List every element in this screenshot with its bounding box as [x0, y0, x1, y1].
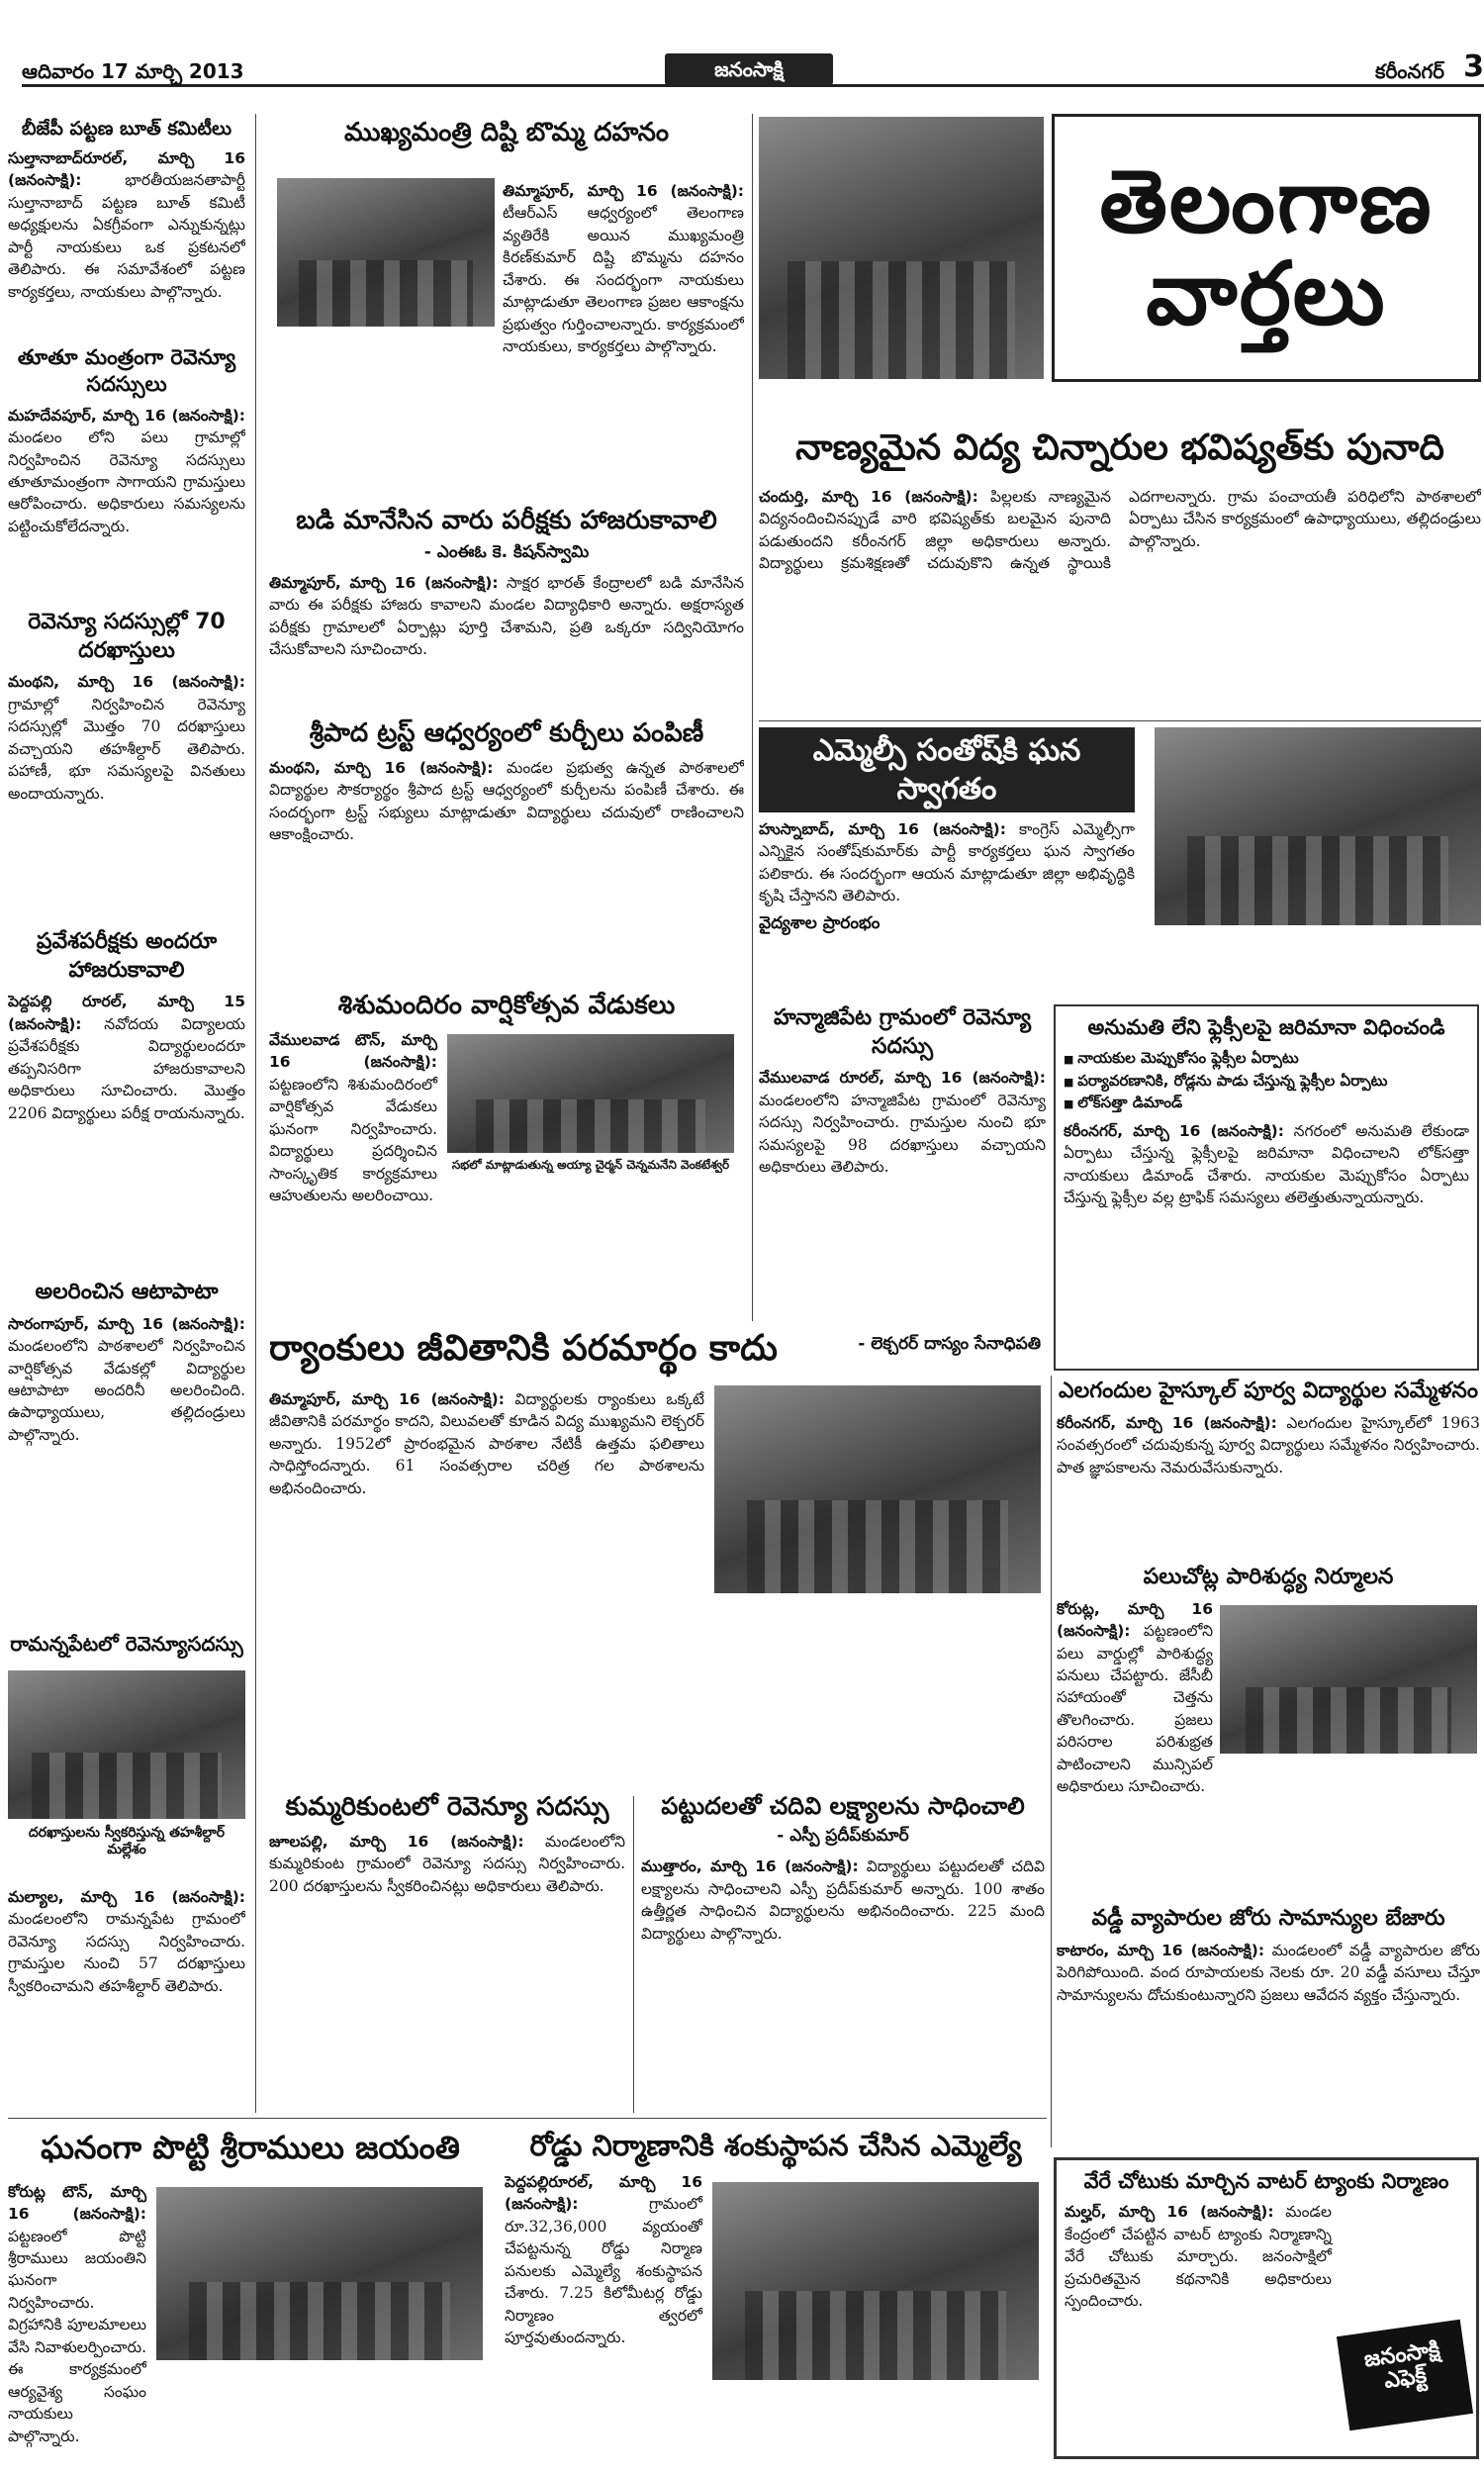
story-text: ఎలగందుల హైస్కూల్‌లో 1963 సంవత్సరంలో చదువుకున్న పూర్వ విద్యార్థులు సమ్మేళనం నిర్వహించారు. పాత జ్ఞాపకాలను నెమరువేసుకున్నారు. [1057, 1413, 1480, 1476]
story-headline: ఘనంగా పొట్టి శ్రీరాములు జయంతి [41, 2129, 460, 2166]
column-divider [255, 114, 256, 2113]
story-text: విద్యార్థులకు ర్యాంకులు ఒక్కటే జీవితానికి పరమార్థం కాదని, విలువలతో కూడిన విద్య ముఖ్యమని లెక్చరర్ అన్నారు. 1952లో ప్రారంభమైన పాఠశాల నేటికీ ఉత్తమ ఫలితాలు సాధిస్తోందన్నారు. 61 సంవత్సరాల చరిత్ర గల పాఠశాలను అభినందించారు. [269, 1389, 704, 1497]
story-road-foundation [505, 2128, 1047, 2464]
effect-badge: జనంసాక్షి ఎఫెక్ట్ [1337, 2320, 1473, 2431]
story-headline: అలరించిన ఆటాపాటా [35, 1280, 219, 1304]
story-headline: కుమ్మరికుంటలో రెవెన్యూ సదస్సు [285, 1792, 609, 1822]
mlc-welcome-photo [1155, 727, 1481, 925]
story-byline: - ఎస్పీ ప్రదీప్‌కుమార్ [777, 1826, 909, 1847]
paper-logo: జనంసాక్షి [665, 53, 833, 85]
story-entrance-exam [8, 928, 245, 1270]
story-dateline: జూలపల్లి, మార్చి 16 (జనంసాక్షి): [269, 1832, 524, 1851]
speaker-photo [714, 1385, 1041, 1593]
story-perseverance [641, 1791, 1045, 2118]
story-headline: ముఖ్యమంత్రి దిష్టి బొమ్మ దహనం [343, 118, 670, 147]
story-text: గ్రామంలో రూ.32,36,000 వ్యయంతో చేపట్టనున్న రోడ్డు నిర్మాణ పనులకు ఎమ్మెల్యే శంకుస్థాపన చేశారు. 7.25 కిలోమీటర్ల రోడ్డు నిర్మాణం త్వరలో పూర్తవుతుందన్నారు. [505, 2195, 702, 2346]
story-headline: పట్టుదలతో చదివి లక్ష్యాలను సాధించాలి [661, 1792, 1025, 1820]
story-headline: బీజేపీ పట్టణ బూత్ కమిటీలు [21, 118, 232, 140]
story-text: మండల కేంద్రంలో చేపట్టిన వాటర్ ట్యాంకు నిర్మాణాన్ని వేరే చోటుకు మార్చారు. జనంసాక్షిలో ప్రచురితమైన కథనానికి అధికారులు స్పందించారు. [1065, 2203, 1332, 2311]
story-text: మండలంలోని కుమ్మరికుంట గ్రామంలో రెవెన్యూ సదస్సు నిర్వహించారు. 200 దరఖాస్తులను స్వీకరించినట్లు అధికారులు తెలిపారు. [269, 1832, 625, 1895]
story-dateline: తిమ్మాపూర్‌, మార్చి 16 (జనంసాక్షి): [503, 181, 744, 200]
story-headline: రెవెన్యూ సదస్సుల్లో 70 దరఖాస్తులు [28, 610, 226, 663]
story-text: మండలం లోని పలు గ్రామాల్లో నిర్వహించిన రెవెన్యూ సదస్సులు తూతూమంత్రంగా సాగాయని గ్రామస్తులు ఆరోపించారు. అధికారులు సమస్యలను పట్టించుకోలేదన్నారు. [8, 428, 245, 535]
story-headline: బడి మానేసిన వారు పరీక్షకు హాజరుకావాలి [296, 506, 717, 535]
banner-line-2: వార్తలు [1146, 241, 1387, 344]
story-dateline: తిమ్మాపూర్‌, మార్చి 16 (జనంసాక్షి): [269, 1389, 505, 1408]
story-dropouts [269, 505, 744, 703]
story-headline: శ్రీపాద ట్రస్ట్ ఆధ్వర్యంలో కుర్చీలు పంపిణీ [309, 718, 704, 748]
story-dateline: వేములవాడ టౌన్‌, మార్చి 16 (జనంసాక్షి): [269, 1030, 437, 1072]
story-dateline: కరీంనగర్‌, మార్చి 16 (జనంసాక్షి): [1064, 1121, 1284, 1140]
story-bjp-booth [8, 117, 245, 330]
edition-name: కరీంనగర్ [1375, 59, 1444, 83]
story-headline: వడ్డీ వ్యాపారుల జోరు సామాన్యుల బేజారు [1091, 1906, 1445, 1931]
story-text: గ్రామాల్లో నిర్వహించిన రెవెన్యూ సదస్సుల్లో మొత్తం 70 దరఖాస్తులు వచ్చాయని తహశీల్దార్ తెలిపారు. పహాణీ, భూ సమస్యలపై వినతులు అందాయన్నారు. [8, 695, 245, 803]
story-cultural [8, 1279, 245, 1615]
story-byline: - లెక్చరర్ దాస్యం సేనాధిపతి [858, 1334, 1041, 1354]
story-text: మండలంలోని రామన్నపేట గ్రామంలో రెవెన్యూ సదస్సు నిర్వహించారు. గ్రామస్తుల నుంచి 57 దరఖాస్తులు స్వీకరించామని తహశీల్దార్ తెలిపారు. [8, 1910, 245, 1995]
story-headline: ర్యాంకులు జీవితానికి పరమార్థం కాదు [269, 1328, 778, 1369]
story-dateline: మల్యాల, మార్చి 16 (జనంసాక్షి): [8, 1888, 245, 1906]
story-ranks [269, 1326, 1046, 1781]
story-hanmajipet [759, 1004, 1046, 1331]
story-text: నగరంలో అనుమతి లేకుండా ఏర్పాటు చేస్తున్న ఫ్లెక్సీలపై జరిమానా విధించాలని లోక్‌సత్తా నాయకులు డిమాండ్ చేశారు. నాయకుల మెప్పుకోసం ఏర్పాటు చేస్తున్న ఫ్లెక్సీల వల్ల ట్రాఫిక్ సమస్యలు తలెత్తుతున్నాయన్నారు. [1064, 1121, 1469, 1207]
story-text: పట్టణంలోని శిశుమందిరంలో వార్షికోత్సవ వేడుకలు ఘనంగా నిర్వహించారు. విద్యార్థులు ప్రదర్శించిన సాంస్కృతిక కార్యక్రమాలు ఆహుతులను అలరించాయి. [269, 1075, 437, 1205]
story-headline: శిశుమందిరం వార్షికోత్సవ వేడుకలు [337, 991, 676, 1020]
story-sripada-trust [269, 717, 744, 985]
story-mlc-welcome [759, 727, 1481, 999]
story-dateline: సారంగాపూర్‌, మార్చి 16 (జనంసాక్షి): [8, 1314, 245, 1333]
story-dateline: వేములవాడ రూరల్‌, మార్చి 16 (జనంసాక్షి): [759, 1069, 1046, 1088]
story-text: పట్టణంలో పొట్టి శ్రీరాములు జయంతిని ఘనంగా నిర్వహించారు. విగ్రహానికి పూలమాలలు వేసి నివాళులర్పించారు. ఈ కార్యక్రమంలో ఆర్యవైశ్య సంఘం నాయకులు పాల్గొన్నారు. [8, 2227, 146, 2445]
column-divider [633, 1796, 634, 2113]
story-dateline: కాటారం, మార్చి 16 (జనంసాక్షి): [1057, 1941, 1265, 1959]
story-dateline: ముత్తారం, మార్చి 16 (జనంసాక్షి): [641, 1857, 859, 1876]
highlight-item: ■ లోక్‌సత్తా డిమాండ్ [1064, 1092, 1469, 1114]
section-rule [759, 720, 1481, 721]
story-text: నవోదయ విద్యాలయ ప్రవేశపరీక్షకు విద్యార్థులందరూ తప్పనిసరిగా హాజరుకావాలని అధికారులు సూచించారు. మొత్తం 2206 విద్యార్థులు పరీక్ష రాయనున్నారు. [8, 1014, 245, 1122]
story-dateline: పెద్దపల్లిరూరల్‌, మార్చి 16 (జనంసాక్షి): [505, 2172, 702, 2214]
story-revenue-formality [8, 344, 245, 592]
column-divider [1051, 1376, 1052, 2147]
story-headline: పలుచోట్ల పారిశుద్ధ్య నిర్మూలన [1143, 1565, 1394, 1589]
story-byline: - ఎంఈఓ కె. కిషన్‌స్వామి [423, 541, 590, 562]
story-subhead: వైద్యశాల ప్రారంభం [759, 912, 881, 933]
story-dateline: కోరుట్ల టౌన్‌, మార్చి 16 (జనంసాక్షి): [8, 2182, 146, 2224]
story-text: మండలంలోని పాఠశాలలో నిర్వహించిన వార్షికోత్సవ వేడుకల్లో విద్యార్థుల ఆటాపాటా అందరినీ అలరించింది. ఉపాధ్యాయులు, తల్లిదండ్రులు పాల్గొన్నారు. [8, 1337, 245, 1444]
story-text: భారతీయజనతాపార్టీ సుల్తానాబాద్ పట్టణ బూత్ కమిటీ అధ్యక్షులను ఏకగ్రీవంగా ఎన్నుకున్నట్లు పార్టీ నాయకులు ఒక ప్రకటనలో తెలిపారు. ఈ సమావేశంలో పట్టణ కార్యకర్తలు, నాయకులు పాల్గొన్నారు. [8, 171, 245, 301]
story-dateline: కోరుట్ల, మార్చి 16 (జనంసాక్షి): [1057, 1599, 1213, 1641]
photo-caption: దరఖాస్తులను స్వీకరిస్తున్న తహశీల్దార్ మల్లేశం [28, 1825, 226, 1857]
story-headline: అనుమతి లేని ఫ్లెక్సీలపై జరిమానా విధించండి [1087, 1015, 1445, 1039]
story-effigy [269, 117, 744, 493]
banner-line-1: తెలంగాణ [1099, 150, 1434, 253]
statue-photo [156, 2187, 483, 2360]
story-alumni [1057, 1378, 1480, 1556]
section-rule [8, 2118, 1047, 2119]
issue-date: ఆదివారం 17 మార్చి 2013 [22, 59, 244, 83]
masthead [22, 49, 1484, 87]
story-text: పిల్లలకు నాణ్యమైన విద్యనందించినప్పుడే వారి భవిష్యత్‌కు బలమైన పునాది పడుతుందని కరీంనగర్ జిల్లా అధికారులు అన్నారు. విద్యార్థులు క్రమశిక్షణతో చదువుకొని ఉన్నత స్థాయికి ఎదగాలన్నారు. గ్రామ పంచాయతీ పరిధిలోని పాఠశాలలో ఏర్పాటు చేసిన కార్యక్రమంలో ఉపాధ్యాయులు, తల్లిదండ్రులు పాల్గొన్నారు. [759, 487, 1481, 573]
highlight-item: ■ పర్యావరణానికి, రోడ్లను పాడు చేస్తున్న ఫ్లెక్సీల ఏర్పాటు [1064, 1070, 1469, 1093]
story-interest [1057, 1905, 1480, 2147]
story-dateline: మహదేవపూర్‌, మార్చి 16 (జనంసాక్షి): [8, 406, 245, 425]
story-quality-education [759, 426, 1481, 722]
story-text: టీఆర్‌ఎస్ ఆధ్వర్యంలో తెలంగాణ వ్యతిరేకి అయిన ముఖ్యమంత్రి కిరణ్‌కుమార్ దిష్టి బొమ్మను దహనం చేశారు. ఈ సందర్భంగా నాయకులు మాట్లాడుతూ తెలంగాణ ప్రజల ఆకాంక్షను ప్రభుత్వం గుర్తించాలన్నారు. కార్యక్రమంలో నాయకులు, కార్యకర్తలు పాల్గొన్నారు. [503, 204, 744, 356]
story-sanitation [1057, 1564, 1480, 1900]
story-headline: తూతూ మంత్రంగా రెవెన్యూ సదస్సులు [17, 345, 236, 397]
story-text: విద్యార్థులు పట్టుదలతో చదివి లక్ష్యాలను సాధించాలని ఎస్పీ ప్రదీప్‌కుమార్ అన్నారు. 100 శాతం ఉత్తీర్ణత సాధించిన విద్యార్థులను అభినందించారు. 225 మంది విద్యార్థులు పాల్గొన్నారు. [641, 1857, 1045, 1943]
story-flex-fines [1054, 1004, 1479, 1371]
highlight-item: ■ నాయకుల మెప్పుకోసం ఫ్లెక్సీల ఏర్పాటు [1064, 1047, 1469, 1070]
story-text: కాంగ్రెస్ ఎమ్మెల్సీగా ఎన్నికైన సంతోష్‌కుమార్‌కు పార్టీ కార్యకర్తలు ఘన స్వాగతం పలికారు. ఈ సందర్భంగా ఆయన మాట్లాడుతూ జిల్లా అభివృద్ధికి కృషి చేస్తానని తెలిపారు. [759, 820, 1135, 905]
story-dateline: తిమ్మాపూర్‌, మార్చి 16 (జనంసాక్షి): [269, 573, 499, 592]
story-dateline: కరీంనగర్‌, మార్చి 16 (జనంసాక్షి): [1057, 1413, 1277, 1432]
photo-caption: సభలో మాట్లాడుతున్న అయ్యా చైర్మన్ చెన్నమనేని వెంకటేశ్వర్ [451, 1158, 730, 1172]
jcb-photo [1220, 1605, 1477, 1754]
story-dateline: పెద్దపల్లి రూరల్‌, మార్చి 15 (జనంసాక్షి): [8, 993, 245, 1033]
stage-photo [447, 1034, 734, 1153]
story-text: మండల ప్రభుత్వ ఉన్నత పాఠశాలలో విద్యార్థుల సౌకర్యార్థం శ్రీపాద ట్రస్ట్ ఆధ్వర్యంలో కుర్చీలను పంపిణీ చేశారు. ఈ సందర్భంగా ట్రస్ట్ సభ్యులు మాట్లాడుతూ విద్యార్థులు చదువులో రాణించాలని ఆకాంక్షించారు. [269, 758, 744, 844]
story-text: మండలంలో వడ్డీ వ్యాపారుల జోరు పెరిగిపోయింది. వంద రూపాయలకు నెలకు రూ. 20 వడ్డీ వసూలు చేస్తూ సామాన్యులను దోచుకుంటున్నారని ప్రజలు ఆవేదన వ్యక్తం చేస్తున్నారు. [1057, 1941, 1480, 2004]
story-headline: ఎమ్మెల్సీ సంతోష్‌కి ఘన స్వాగతం [759, 727, 1135, 812]
protest-photo [277, 178, 495, 327]
story-headline: ఎలగందుల హైస్కూల్ పూర్వ విద్యార్థుల సమ్మేళనం [1059, 1379, 1478, 1403]
story-headline: హన్మాజిపేట గ్రామంలో రెవెన్యూ సదస్సు [773, 1005, 1032, 1059]
fort-ruins-photo [759, 117, 1044, 379]
foundation-stone-photo [712, 2182, 1039, 2380]
story-dateline: సుల్తానాబాద్‌రూరల్‌, మార్చి 16 (జనంసాక్షి): [8, 148, 245, 190]
story-dateline: హుస్నాబాద్‌, మార్చి 16 (జనంసాక్షి): [759, 820, 1006, 838]
story-dateline: చందుర్తి, మార్చి 16 (జనంసాక్షి): [759, 487, 978, 506]
column-divider [752, 114, 753, 1321]
section-banner [1052, 114, 1481, 382]
highlight-list [1064, 1047, 1469, 1114]
story-headline: ప్రవేశపరీక్షకు అందరూ హాజరుకావాలి [36, 929, 218, 983]
story-headline: నాణ్యమైన విద్య చిన్నారుల భవిష్యత్‌కు పునాది [795, 428, 1444, 468]
story-ramannapet [8, 1631, 245, 2106]
story-dateline: మంథని, మార్చి 16 (జనంసాక్షి): [8, 673, 245, 692]
story-text: పట్టణంలోని పలు వార్డుల్లో పారిశుద్ధ్య పనులు చేపట్టారు. జేసీబీ సహాయంతో చెత్తను తొలగించారు. ప్రజలు పరిసరాల పరిశుభ్రత పాటించాలని మున్సిపల్ అధికారులు సూచించారు. [1057, 1622, 1213, 1796]
story-revenue-70 [8, 609, 245, 915]
story-kummarikunta [269, 1791, 625, 2118]
story-jayanthi [8, 2128, 493, 2464]
story-headline: వేరే చోటుకు మార్చిన వాటర్ ట్యాంకు నిర్మాణం [1083, 2169, 1449, 2193]
revenue-office-photo [8, 1670, 245, 1819]
story-text: సాక్షర భారత్ కేంద్రాలలో బడి మానేసిన వారు ఈ పరీక్షకు హాజరు కావాలని మండల విద్యాధికారి అన్నారు. అక్షరాస్యత పరీక్షకు గ్రామాలలో ఏర్పాట్లు పూర్తి చేశామని, ప్రతి ఒక్కరూ సద్వినియోగం చేసుకోవాలని సూచించారు. [269, 573, 744, 659]
story-text: మండలంలోని హన్మాజిపేట గ్రామంలో రెవెన్యూ సదస్సు నిర్వహించారు. గ్రామస్తుల నుంచి భూ సమస్యలపై 98 దరఖాస్తులు వచ్చాయని అధికారులు తెలిపారు. [759, 1091, 1046, 1177]
page-number: 3 [1463, 49, 1484, 84]
story-anniversary [269, 990, 744, 1321]
story-headline: రోడ్డు నిర్మాణానికి శంకుస్థాపన చేసిన ఎమ్మెల్యే [529, 2129, 1022, 2162]
story-dateline: మంథని, మార్చి 16 (జనంసాక్షి): [269, 758, 494, 777]
story-headline: రామన్నపేటలో రెవెన్యూసదస్సు [10, 1632, 243, 1656]
story-dateline: మల్హర్‌, మార్చి 16 (జనంసాక్షి): [1065, 2203, 1274, 2222]
